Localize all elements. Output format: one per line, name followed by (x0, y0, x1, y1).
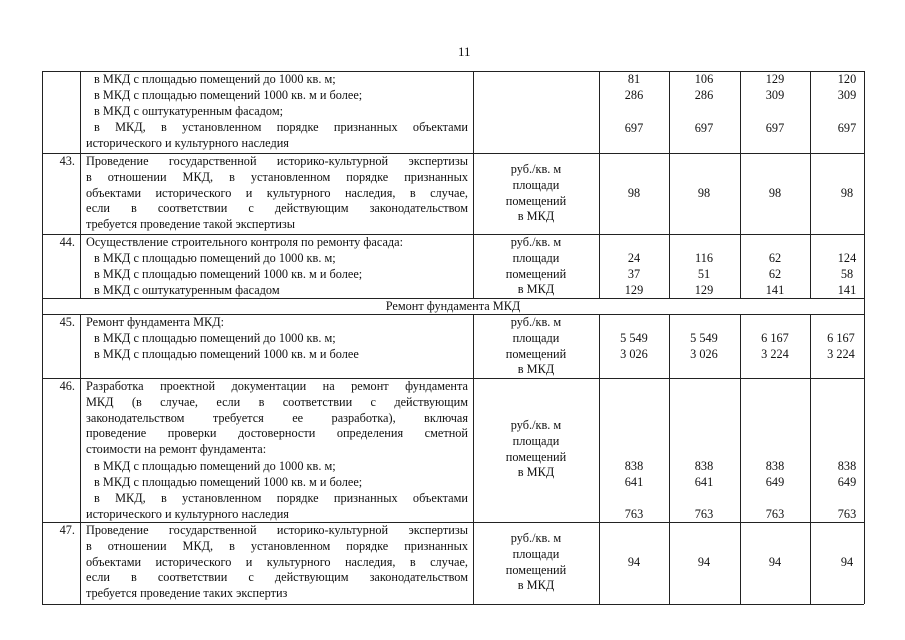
cell-value: 286 (624, 88, 644, 102)
cell-value: 141 (837, 283, 857, 297)
cell-value: 129 (765, 72, 785, 86)
cell-value: 649 (837, 475, 857, 489)
cell-value: 37 (627, 267, 641, 281)
cell-value: 3 026 (690, 347, 718, 361)
cell-value: 763 (694, 507, 714, 521)
row-description: Проведение государственной историко-культурной экспертизы в отношении МКД, в установленном порядке признанных объектами исторического и культурного наследия, в случае, если в соответствии с действующим законодательством требуется проведение такой экспертизы (86, 154, 468, 232)
cell-value: 98 (768, 186, 782, 200)
cell-value: 129 (694, 283, 714, 297)
cell-value: 120 (837, 72, 857, 86)
row-number: 44. (59, 235, 75, 249)
cell-value: 62 (768, 267, 782, 281)
row-text-line: в МКД, в установленном порядке признанных объектами (94, 120, 468, 134)
row-text-line: Ремонт фундамента МКД: (86, 315, 225, 329)
row-unit: руб./кв. м площади помещений в МКД (505, 531, 567, 593)
cell-value: 3 026 (620, 347, 648, 361)
cell-value: 94 (840, 555, 854, 569)
cell-value: 94 (697, 555, 711, 569)
cell-value: 98 (697, 186, 711, 200)
cell-value: 6 167 (827, 331, 855, 345)
row-number: 47. (59, 523, 75, 537)
cell-value: 3 224 (827, 347, 855, 361)
row-text-line: в МКД с площадью помещений до 1000 кв. м; (94, 251, 336, 265)
cell-value: 141 (765, 283, 785, 297)
row-number: 46. (59, 379, 75, 393)
cell-value: 94 (627, 555, 641, 569)
cell-value: 697 (837, 121, 857, 135)
cell-value: 5 549 (620, 331, 648, 345)
row-unit: руб./кв. м площади помещений в МКД (505, 162, 567, 224)
row-text-line: в МКД с площадью помещений 1000 кв. м и более; (94, 88, 363, 102)
row-unit: руб./кв. м площади помещений в МКД (505, 235, 567, 297)
row-text-line: в МКД с площадью помещений до 1000 кв. м; (94, 72, 336, 86)
cell-value: 838 (694, 459, 714, 473)
cell-value: 763 (624, 507, 644, 521)
row-text-line: в МКД с площадью помещений до 1000 кв. м; (94, 331, 336, 345)
row-text-line: в МКД с площадью помещений 1000 кв. м и более; (94, 267, 363, 281)
cell-value: 763 (765, 507, 785, 521)
cell-value: 98 (840, 186, 854, 200)
cell-value: 697 (694, 121, 714, 135)
page-number: 11 (458, 44, 471, 59)
cell-value: 286 (694, 88, 714, 102)
cell-value: 51 (697, 267, 711, 281)
cell-value: 81 (627, 72, 641, 86)
row-text-line: в МКД с оштукатуренным фасадом (94, 283, 280, 297)
cell-value: 6 167 (761, 331, 789, 345)
cell-value: 24 (627, 251, 641, 265)
cell-value: 58 (840, 267, 854, 281)
cell-value: 106 (694, 72, 714, 86)
cell-value: 94 (768, 555, 782, 569)
cell-value: 641 (624, 475, 644, 489)
cell-value: 641 (694, 475, 714, 489)
cell-value: 649 (765, 475, 785, 489)
row-description: Проведение государственной историко-культурной экспертизы в отношении МКД, в установленном порядке признанных объектами исторического и культурного наследия, в случае, если в соответствии с действующим законодательством требуется проведение таких экспертиз (86, 523, 468, 601)
row-unit: руб./кв. м площади помещений в МКД (505, 315, 567, 377)
row-text-line: в МКД с оштукатуренным фасадом; (94, 104, 284, 118)
cell-value: 116 (695, 251, 713, 265)
row-description: Разработка проектной документации на ремонт фундамента МКД (в случае, если в соответствии с действующим законодательством требуется ее разработка), включая проведение проверки достоверности определения сметной стоимости на ремонт фундамента: (86, 379, 468, 457)
cell-value: 3 224 (761, 347, 789, 361)
cell-value: 838 (624, 459, 644, 473)
row-text-line: в МКД, в установленном порядке признанных объектами (94, 491, 468, 505)
cell-value: 129 (624, 283, 644, 297)
cell-value: 309 (765, 88, 785, 102)
cell-value: 838 (837, 459, 857, 473)
cell-value: 309 (837, 88, 857, 102)
cell-value: 697 (624, 121, 644, 135)
cell-value: 62 (768, 251, 782, 265)
row-text-line: исторического и культурного наследия (86, 507, 289, 521)
section-heading: Ремонт фундамента МКД (385, 299, 521, 313)
cell-value: 763 (837, 507, 857, 521)
cell-value: 124 (837, 251, 857, 265)
cell-value: 697 (765, 121, 785, 135)
row-text-line: в МКД с площадью помещений 1000 кв. м и более; (94, 475, 363, 489)
row-number: 45. (59, 315, 75, 329)
cell-value: 838 (765, 459, 785, 473)
row-unit: руб./кв. м площади помещений в МКД (505, 418, 567, 480)
row-number: 43. (59, 154, 75, 168)
cell-value: 98 (627, 186, 641, 200)
cell-value: 5 549 (690, 331, 718, 345)
row-text-line: в МКД с площадью помещений до 1000 кв. м; (94, 459, 336, 473)
row-text-line: исторического и культурного наследия (86, 136, 289, 150)
row-text-line: Осуществление строительного контроля по ремонту фасада: (86, 235, 404, 249)
row-text-line: в МКД с площадью помещений 1000 кв. м и более (94, 347, 359, 361)
